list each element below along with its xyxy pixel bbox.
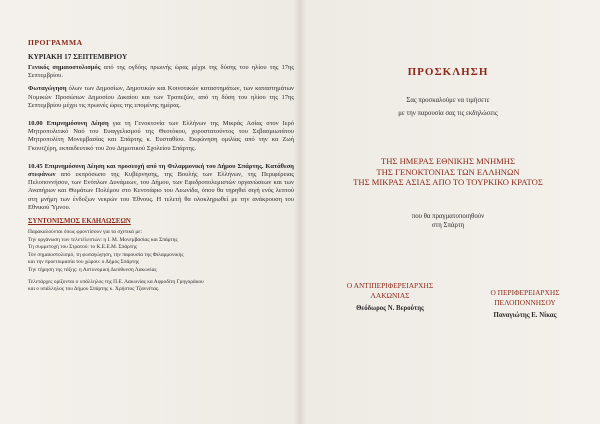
org-line: Τελετάρχες ορίζονται ο υπάλληλος της Π.Ε. Λακωνίας κα Αφροδίτη Γρηγοράκου <box>28 278 204 285</box>
lighting-paragraph <box>28 85 294 110</box>
event-line: ΤΗΣ ΓΕΝΟΚΤΟΝΙΑΣ ΤΩΝ ΕΛΛΗΝΩΝ <box>376 166 520 177</box>
gov-title-2: ΠΕΛΟΠΟΝΝΗΣΟΥ <box>494 297 556 307</box>
item2-text: από εκπρόσωπο της Κυβέρνησης, της Βουλής των Ελλήνων, της Περιφέρειας Πελοποννήσου, των Ενόπλων Δυνάμεων, του Δήμου, των Εφεδροπολεμιστών οργανώσεων και των Αναπήρων και Θυμάτων Πολέμου στο Κενοτάφιο του Λεωνίδα, όπου θα τηρηθεί σιγή ενός λεπτού στη μνήμη των ένδοξων νεκρών του Έθνους. Η τελετή θα ολοκληρωθεί με την ανάκρουση του Εθνικού Ύμνου. <box>28 171 294 211</box>
invitation-title: ΠΡΟΣΚΛΗΣΗ <box>407 66 489 78</box>
event-title <box>312 156 584 188</box>
flags-text: από της ογδόης πρωινής ώρας μέχρι της δύσης του ηλίου της 17ης Σεπτεμβρίου. <box>28 64 294 80</box>
item2-bold: 10.45 Επιμνημόσυνη Δέηση και προσευχή από τη Φιλαρμονική του Δήμου Σπάρτης. Κατάθεση στεφάνων <box>28 162 294 179</box>
held-line-2: στη Σπάρτη <box>431 221 465 229</box>
program-column <box>28 38 294 294</box>
program-title: ΠΡΟΓΡΑΜΜΑ <box>28 38 83 47</box>
event-line: ΤΗΣ ΜΙΚΡΑΣ ΑΣΙΑΣ ΑΠΟ ΤΟ ΤΟΥΡΚΙΚΟ ΚΡΑΤΟΣ <box>353 177 543 187</box>
program-day: ΚΥΡΙΑΚΗ 17 ΣΕΠΤΕΜΒΡΙΟΥ <box>28 53 128 61</box>
gov-title-1: Ο ΠΕΡΙΦΕΡΕΙΑΡΧΗΣ <box>490 288 560 297</box>
org-line: Τον σημαιοστολισμό, τη φωταγώγηση, την παρουσία της Φιλαρμονικής <box>28 251 184 258</box>
flags-paragraph <box>28 64 294 80</box>
invitation-line-2: με την παρουσία σας τις εκδηλώσεις <box>398 110 498 117</box>
invitation-line-1: Σας προσκαλούμε να τιμήσετε <box>406 97 490 104</box>
org-line: Παρακαλούνται όπως φροντίσουν για τα σχετικά με: <box>28 229 142 236</box>
vice-name: Θεόδωρος Ν. Βερούτης <box>356 305 424 312</box>
item1-text: για τη Γενοκτονία των Ελλήνων της Μικράς Ασίας στον Ιερό Μητροπολιτικό Ναό του Ευαγγελισμού της Θεοτόκου, χοροστατούντος του Σεβασμιωτάτου Μητροπολίτη Μονεμβασίας και Σπάρτης κ. Ευσταθίου. Εκφώνηση ομιλίας από την κα Ζωή Γκουτζέρη, εκπαιδευτικό του 2ου Δημοτικού Σχολείου Σπάρτης. <box>28 120 294 152</box>
held-line-1: που θα πραγματοποιηθούν <box>411 212 485 220</box>
org-line: και την προετοιμασία του χώρου: ο Δήμος Σπάρτης <box>28 259 140 266</box>
flags-bold: Γενικός σημαιοστολισμός <box>28 64 101 71</box>
item2-paragraph <box>28 163 294 212</box>
gov-name: Παναγιώτης Ε. Νίκας <box>493 312 557 319</box>
vice-title-2: ΛΑΚΩΝΙΑΣ <box>370 290 410 300</box>
event-line: ΤΗΣ ΗΜΕΡΑΣ ΕΘΝΙΚΗΣ ΜΝΗΜΗΣ <box>380 156 516 166</box>
lighting-text: όλων των Δημοσίων, Δημοτικών και Κοινοτικών καταστημάτων, των καταστημάτων Νομικών Προσώπων Δημοσίου Δικαίου και των Τραπεζών, από τη δύση του ηλίου της 17ης Σεπτεμβρίου μέχρι τις πρωινές ώρες της επομένης ημέρας. <box>28 85 294 109</box>
vice-title-1: Ο ΑΝΤΙΠΕΡΙΦΕΡΕΙΑΡΧΗΣ <box>346 281 434 290</box>
org-line: Την τήρηση της τάξης: η Αστυνομική Διεύθυνση Λακωνίας <box>28 267 157 274</box>
item1-bold: 10.00 Επιμνημόσυνη Δέηση <box>28 120 109 128</box>
governor-signature <box>455 288 595 321</box>
org-line: Την οργάνωση των τελετέλεστών: η Ι. Μ. Μονεμβασίας και Σπάρτης <box>28 236 178 243</box>
lighting-bold: Φωταγώγηση <box>28 85 67 93</box>
organization-title: ΣΥΝΤΟΝΙΣΜΟΣ ΕΚΔΗΛΩΣΕΩΝ <box>28 218 131 226</box>
invitation-column <box>312 38 584 230</box>
org-line: Τη συμμετοχή του Στρατού: το Κ.Ε.Ε.Μ. Σπάρτης <box>28 244 137 251</box>
item1-paragraph <box>28 120 294 153</box>
vice-governor-signature <box>320 281 460 314</box>
org-line: και ο υπάλληλος του Δήμου Σπάρτης κ. Χρήστος Τζαννέτας. <box>28 286 160 293</box>
